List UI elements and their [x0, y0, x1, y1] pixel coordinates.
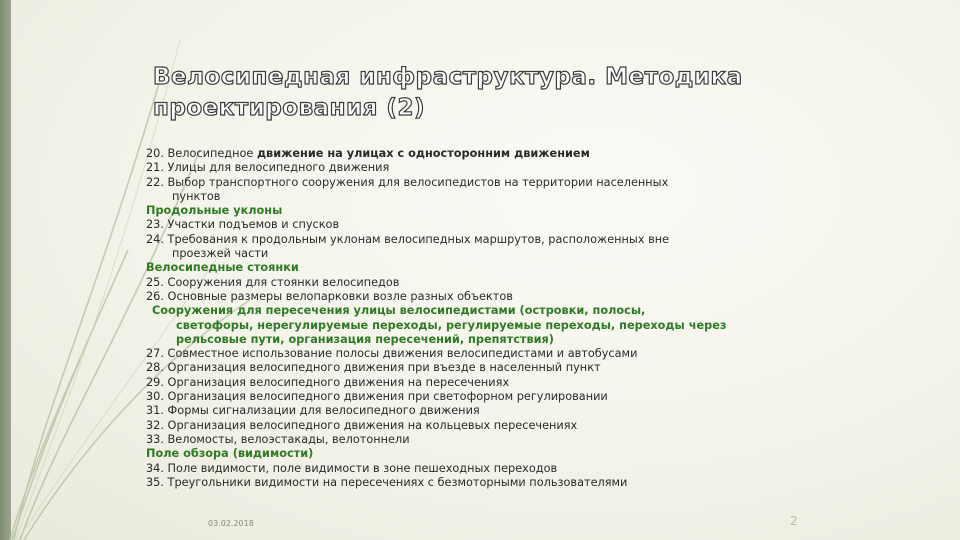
list-item-text: 35. Треугольники видимости на пересечениях с безмоторными пользователями — [146, 475, 628, 489]
list-item — [146, 462, 826, 476]
list-item — [146, 404, 826, 418]
list-item — [146, 390, 826, 404]
list-item — [146, 176, 826, 205]
list-item-text: 33. Веломосты, велоэстакады, велотоннели — [146, 432, 410, 446]
list-item — [146, 147, 826, 161]
slide-title — [153, 62, 873, 124]
list-item — [146, 290, 826, 304]
list-item — [146, 433, 826, 447]
section-heading-text: Сооружения для пересечения улицы велосипедистами (островки, полосы, — [152, 304, 646, 318]
page-number: 2 — [790, 514, 798, 528]
title-line-2: проектирования (2) — [153, 95, 425, 121]
list-item-text: 26. Основные размеры велопарковки возле разных объектов — [146, 289, 513, 303]
list-item-text: 31. Формы сигнализации для велосипедного движения — [146, 404, 480, 418]
list-item — [146, 233, 826, 262]
list-item-text: 30. Организация велосипедного движения при светофорном регулировании — [146, 390, 608, 404]
list-item-text: 34. Поле видимости, поле видимости в зоне пешеходных переходов — [146, 461, 558, 475]
list-item — [146, 419, 826, 433]
list-item-text: 24. Требования к продольным уклонам велосипедных маршрутов, расположенных вне — [146, 232, 670, 246]
list-item-text: 32. Организация велосипедного движения на кольцевых пересечениях — [146, 418, 578, 432]
list-item-text: 27. Совместное использование полосы движения велосипедистами и автобусами — [146, 347, 638, 361]
topic-list — [146, 147, 826, 490]
title-line-1: Велосипедная инфраструктура. Методика — [153, 64, 743, 90]
list-item-text: 22. Выбор транспортного сооружения для велосипедистов на территории населенных — [146, 175, 669, 189]
list-item-text: 23. Участки подъемов и спусков — [146, 218, 340, 232]
section-heading — [146, 304, 826, 347]
section-heading: Продольные уклоны — [146, 204, 283, 218]
list-item-bold-text: движение на улицах с односторонним движением — [256, 147, 590, 160]
list-item-continuation: пунктов — [172, 189, 221, 203]
list-item — [146, 276, 826, 290]
list-item — [146, 361, 826, 375]
list-item-text: 20. Велосипедное — [146, 147, 257, 160]
list-item — [146, 218, 826, 232]
list-item-text: 28. Организация велосипедного движения при въезде в населенный пункт — [146, 361, 601, 375]
section-heading-continuation: светофоры, нерегулируемые переходы, регулируемые переходы, переходы через — [176, 318, 727, 332]
list-item — [146, 376, 826, 390]
list-item-text: 25. Сооружения для стоянки велосипедов — [146, 275, 400, 289]
list-item-text: 21. Улицы для велосипедного движения — [146, 161, 390, 175]
footer-date: 03.02.2018 — [208, 519, 254, 528]
list-item-continuation: проезжей части — [172, 247, 269, 261]
list-item — [146, 161, 826, 175]
section-heading: Велосипедные стоянки — [146, 261, 299, 275]
list-item-text: 29. Организация велосипедного движения на пересечениях — [146, 375, 510, 389]
section-heading-continuation: рельсовые пути, организация пересечений, препятствия) — [176, 332, 554, 346]
list-item — [146, 476, 826, 490]
list-item — [146, 347, 826, 361]
section-heading: Поле обзора (видимости) — [146, 447, 314, 461]
